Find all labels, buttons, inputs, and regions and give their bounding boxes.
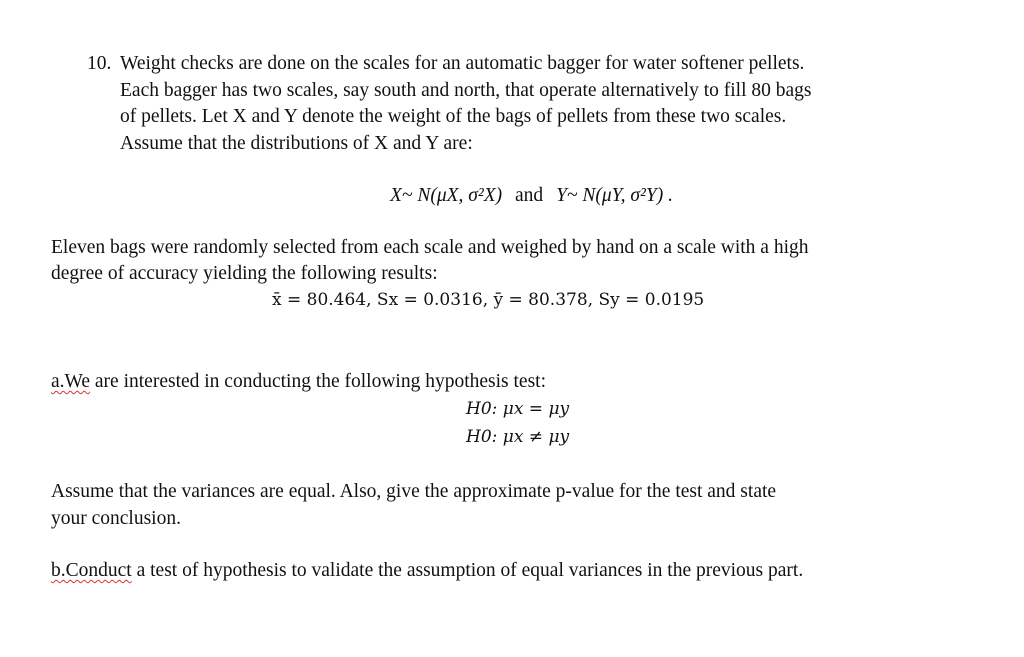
- part-b-text: a test of hypothesis to validate the assumption of equal variances in the previous part.: [131, 560, 804, 581]
- alternative-hypothesis: H0: μx ≠ μy: [466, 427, 570, 447]
- sample-statistics: x̄ = 80.464, Sx = 0.0316, ȳ = 80.378, Sy = 0.0195: [272, 290, 705, 310]
- y-distribution: Y~ N(μY, σ²Y) .: [556, 185, 673, 206]
- distribution-line: [390, 184, 673, 208]
- intro-line-4: Assume that the distributions of X and Y are:: [120, 133, 473, 154]
- null-hypothesis: H0: μx = μy: [466, 399, 570, 419]
- part-a-text: are interested in conducting the following hypothesis test:: [90, 371, 547, 392]
- part-b: [51, 559, 803, 583]
- part-b-label: b.Conduct: [51, 560, 132, 581]
- sample-line-2: degree of accuracy yielding the following results:: [51, 263, 438, 284]
- intro-line-1: Weight checks are done on the scales for an automatic bagger for water softener pellets.: [120, 53, 805, 74]
- part-a-line-2: your conclusion.: [51, 508, 181, 529]
- and-text: and: [515, 185, 544, 206]
- x-distribution: X~ N(μX, σ²X): [390, 185, 503, 206]
- intro-line-3: of pellets. Let X and Y denote the weight of the bags of pellets from these two scales.: [120, 106, 787, 127]
- part-a-label: a.We: [51, 371, 91, 392]
- intro-line-2: Each bagger has two scales, say south and north, that operate alternatively to fill 80 bags: [120, 80, 812, 101]
- problem-number: 10.: [87, 53, 112, 74]
- part-a-line-1: Assume that the variances are equal. Also, give the approximate p-value for the test and state: [51, 481, 777, 502]
- sample-line-1: Eleven bags were randomly selected from each scale and weighed by hand on a scale with a high: [51, 237, 809, 258]
- part-a-intro: [51, 370, 546, 394]
